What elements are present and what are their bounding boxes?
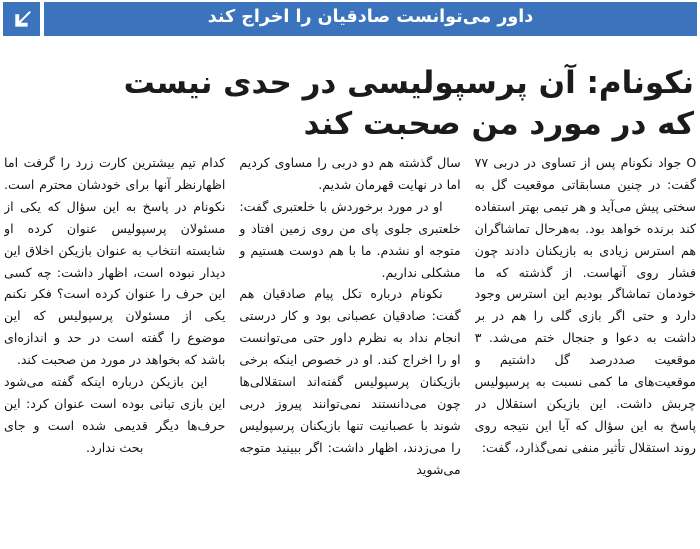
masthead-title: داور می‌توانست صادقیان را اخراج کند [207, 7, 534, 28]
article-paragraph: نکونام درباره تکل پیام صادقیان هم گفت: صادقیان عصبانی بود و کار درستی انجام نداد به نظرم داور حتی می‌توانست او را اخراج کند. او در خصوص اینکه برخی بازیکنان پرسپولیس گفته‌اند استقلالی‌ها چون می‌دانستند نمی‌توانند پیروز دربی شوند با عصبانیت تنها بازیکنان پرسپولیس را می‌زدند، اظهار داشت: اگر ببینید متوجه می‌شوید [239, 286, 461, 477]
article-body [4, 152, 696, 547]
article-column-left [4, 152, 225, 547]
masthead-bar [44, 2, 697, 36]
article-column-right [475, 152, 696, 547]
article-paragraph: O جواد نکونام پس از تساوی در دربی ۷۷ گفت: در چنین مسابقاتی موقعیت گل به سختی پیش می‌آید و هر تیمی بهتر استفاده کند برنده خواهد بود. به‌هر‌حال تماشاگران هم استرس زیادی به بازیکنان دادند چون فشار روی آنهاست. از گذشته که ما خودمان تماشاگر بودیم این استرس وجود دارد و حتی اگر بازی گلی را هم در بر داشت به دعوا و جنجال ختم می‌شد. ۳ موقعیت صددرصد گل داشتیم و موقعیت‌های ما کمی نسبت به پرسپولیس چربش داشت. این بازیکن استقلال در پاسخ به این سؤال که آیا این نتیجه روی روند استقلال تأثیر منفی نمی‌گذارد، گفت: [474, 155, 696, 455]
masthead [3, 2, 697, 36]
article-paragraph: سال گذشته هم دو دربی را مساوی کردیم اما در نهایت قهرمان شدیم. [239, 155, 461, 192]
article-paragraph: این بازیکن درباره اینکه گفته می‌شود این بازی تبانی بوده است عنوان کرد: این حرف‌ها دیگر قدیمی شده است و جای بحث ندارد. [4, 374, 226, 455]
headline-line-1: نکونام: آن پرسپولیسی در حدی نیست [123, 64, 694, 101]
article-paragraph: او در مورد برخوردش با خلعتبری گفت: خلعتبری جلوی پای من روی زمین افتاد و متوجه او نشدم. ما با هم دوست هستیم و مشکلی نداریم. [239, 198, 461, 280]
headline-line-2: که در مورد من صحبت کند [303, 105, 694, 142]
article-column-middle [239, 152, 460, 547]
masthead-logo [3, 2, 40, 36]
page-title [6, 61, 694, 146]
article-paragraph: کدام تیم بیشترین کارت زرد را گرفت اما اظهار‌نظر آنها برای خودشان محترم است. نکونام در پاسخ به این سؤال که یکی از مسئولان پرسپولیس عنوان کرده او شایسته انتخاب به عنوان بازیکن اخلاق این دیدار نبوده است، اظهار داشت: چه کسی این حرف را عنوان کرده است؟ فکر نکنم یکی از مسئولان پرسپولیس که این موضوع را گفته است در حد و اندازه‌ای باشد که بخواهد در مورد من صحبت کند. [4, 155, 226, 368]
